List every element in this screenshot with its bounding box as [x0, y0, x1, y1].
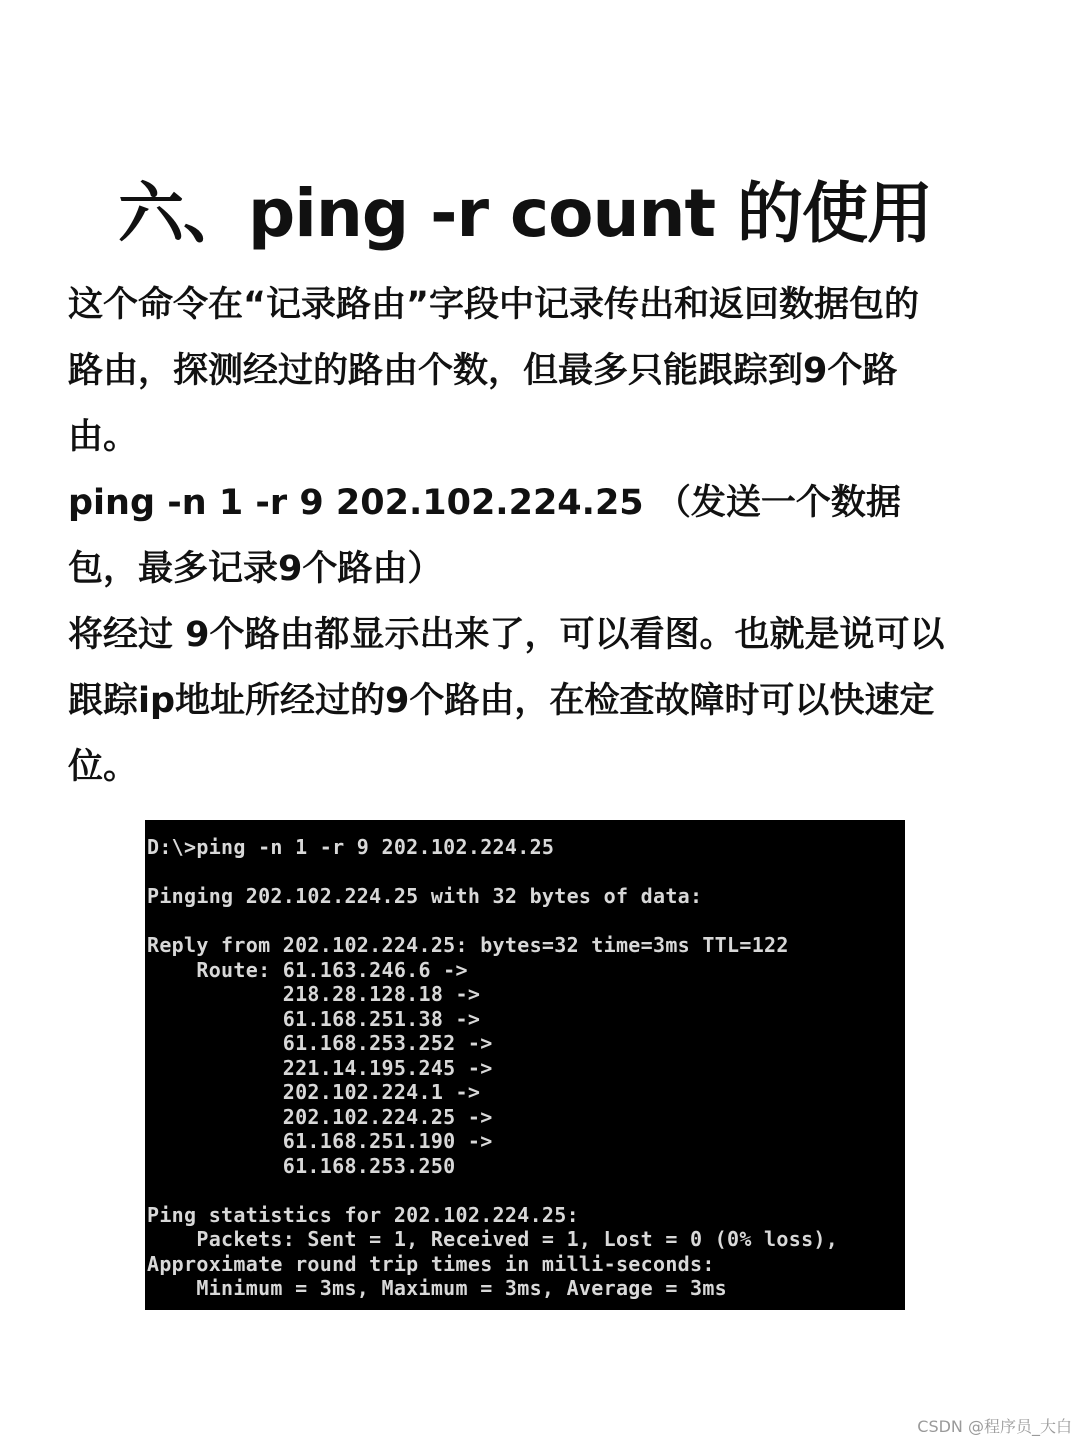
text-line: ping -n 1 -r 9 202.102.224.25 （发送一个数据	[68, 483, 901, 523]
body-text	[68, 272, 1068, 800]
terminal-screenshot	[145, 820, 905, 1310]
text-line: 包，最多记录9个路由）	[68, 549, 443, 589]
text-line: 由。	[68, 417, 139, 457]
terminal-line: Ping statistics for 202.102.224.25:	[147, 1202, 579, 1227]
page-title: 六、ping -r count 的使用	[118, 175, 932, 252]
terminal-line: 221.14.195.245 ->	[147, 1055, 493, 1080]
terminal-line: 218.28.128.18 ->	[147, 982, 481, 1006]
terminal-line: Route: 61.163.246.6 ->	[147, 957, 468, 982]
terminal-line	[147, 860, 838, 885]
text-line: 路由，探测经过的路由个数，但最多只能跟踪到9个路	[68, 351, 898, 391]
terminal-line: 202.102.224.1 ->	[147, 1080, 481, 1104]
text-line: 将经过 9个路由都显示出来了，可以看图。也就是说可以	[68, 615, 945, 655]
terminal-line: Reply from 202.102.224.25: bytes=32 time=3ms TTL=122	[147, 933, 789, 957]
terminal-line: Packets: Sent = 1, Received = 1, Lost = 0 (0% loss),	[147, 1227, 839, 1251]
terminal-line: Minimum = 3ms, Maximum = 3ms, Average = 3ms	[147, 1276, 728, 1300]
terminal-line: Approximate round trip times in milli-seconds:	[147, 1251, 715, 1276]
terminal-line: D:\>ping -n 1 -r 9 202.102.224.25	[147, 835, 555, 859]
terminal-line: 61.168.251.38 ->	[147, 1006, 481, 1031]
terminal-line: 202.102.224.25 ->	[147, 1104, 493, 1129]
watermark: CSDN @程序员_大白	[917, 1417, 1072, 1436]
text-line: 这个命令在“记录路由”字段中记录传出和返回数据包的	[68, 285, 920, 325]
terminal-line: 61.168.253.250	[147, 1153, 456, 1178]
terminal-line	[147, 1178, 838, 1203]
text-line: 跟踪ip地址所经过的9个路由，在检查故障时可以快速定	[68, 681, 935, 721]
text-line: 位。	[68, 747, 139, 787]
terminal-line: 61.168.253.252 ->	[147, 1031, 493, 1055]
terminal-line	[147, 909, 838, 934]
terminal-line: 61.168.251.190 ->	[147, 1129, 493, 1153]
terminal-line: Pinging 202.102.224.25 with 32 bytes of data:	[147, 884, 703, 908]
terminal-output	[147, 835, 838, 1301]
